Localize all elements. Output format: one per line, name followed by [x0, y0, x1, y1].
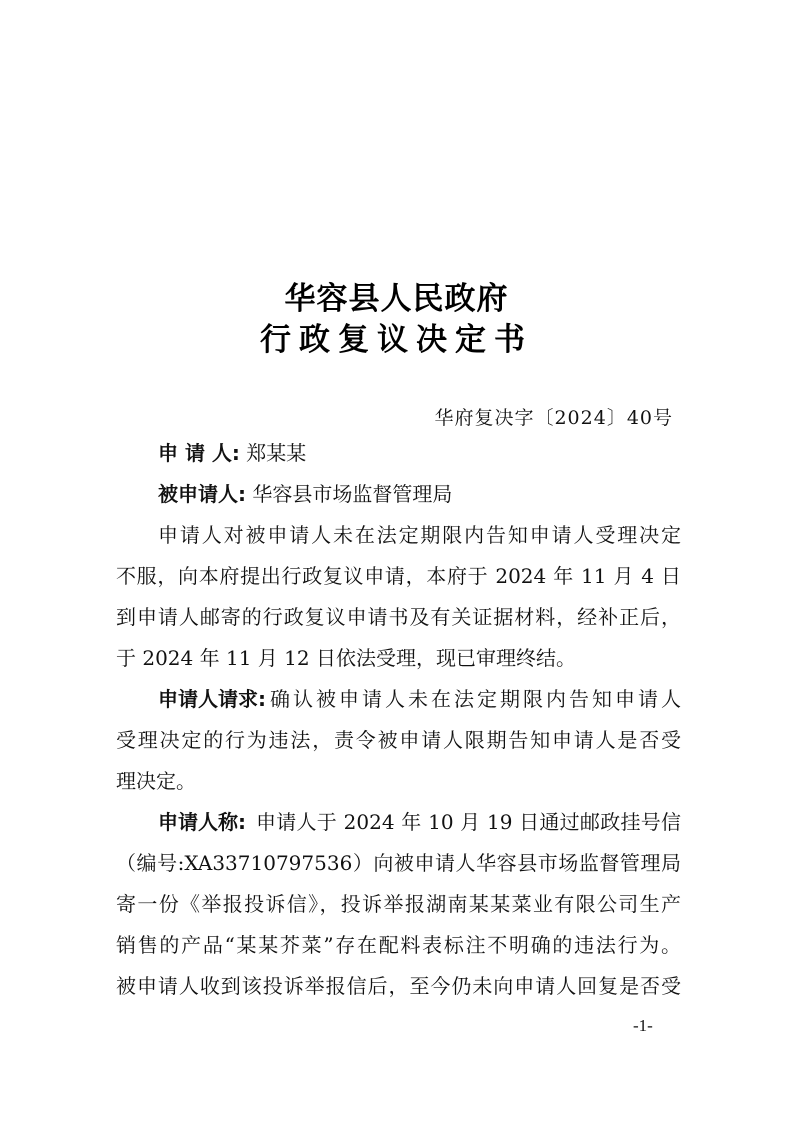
document-title: 行政复议决定书	[260, 322, 533, 358]
document-number: 华府复决字〔2024〕40号	[434, 407, 673, 429]
applicant-label: 申 请 人:	[158, 441, 240, 465]
respondent-name: 华容县市场监督管理局	[252, 482, 453, 506]
respondent-line	[116, 479, 681, 509]
request-label: 申请人请求:	[158, 687, 266, 711]
claim-text: 申请人于 2024 年 10 月 19 日通过邮政挂号信	[256, 810, 681, 834]
para1-line: 不服，向本府提出行政复议申请，本府于 2024 年 11 月 4 日	[116, 564, 681, 588]
claim-line: （编号:XA33710797536）向被申请人华容县市场监督管理局	[116, 851, 681, 875]
request-line: 受理决定的行为违法，责令被申请人限期告知申请人是否受	[116, 728, 681, 752]
claim-line	[116, 807, 681, 837]
applicant-line	[116, 438, 681, 468]
claim-line: 销售的产品“某某芥菜”存在配料表标注不明确的违法行为。	[116, 933, 681, 957]
issuer-title: 华容县人民政府	[284, 281, 509, 317]
request-line: 理决定。	[116, 769, 196, 793]
applicant-name: 郑某某	[246, 441, 307, 465]
respondent-label: 被申请人:	[158, 482, 246, 506]
claim-line: 被申请人收到该投诉举报信后，至今仍未向申请人回复是否受	[116, 974, 681, 998]
page-number: -1-	[633, 1016, 653, 1035]
claim-label: 申请人称:	[158, 810, 246, 834]
request-text: 确认被申请人未在法定期限内告知申请人	[270, 687, 681, 711]
claim-line: 寄一份《举报投诉信》，投诉举报湖南某某菜业有限公司生产	[116, 892, 681, 916]
para1-line: 申请人对被申请人未在法定期限内告知申请人受理决定	[158, 523, 681, 547]
para1-line: 于 2024 年 11 月 12 日依法受理，现已审理终结。	[116, 646, 576, 670]
request-line	[116, 684, 681, 714]
para1-line: 到申请人邮寄的行政复议申请书及有关证据材料，经补正后，	[116, 605, 681, 629]
